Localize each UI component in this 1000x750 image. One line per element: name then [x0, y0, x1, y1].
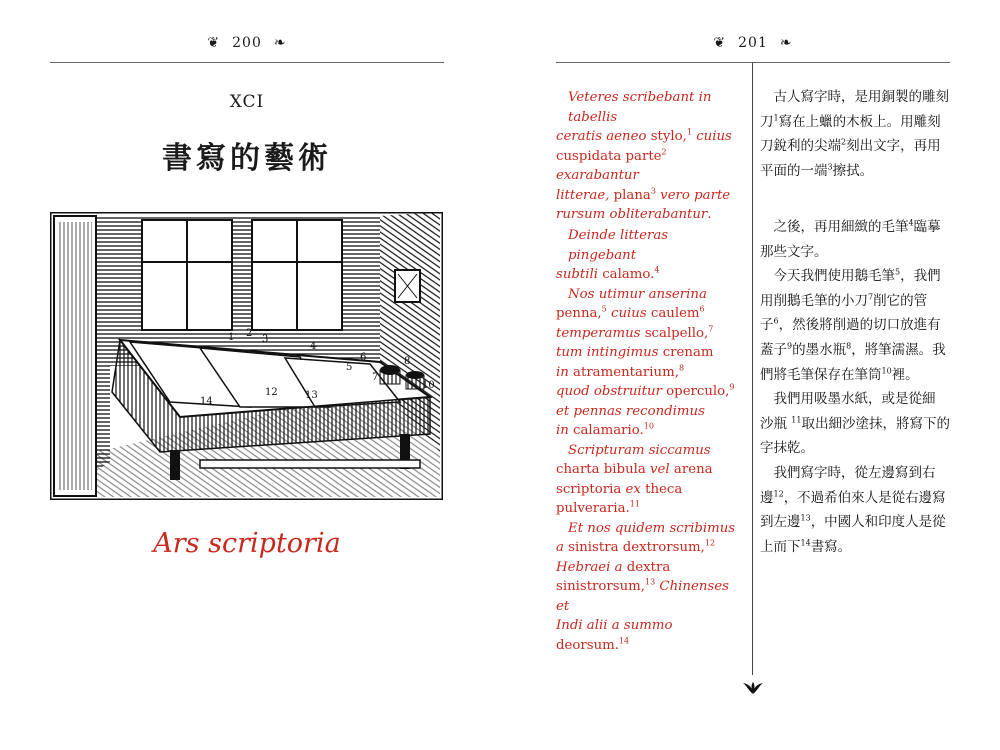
- woodcut-label: 14: [200, 396, 213, 407]
- text-run: in: [556, 364, 574, 380]
- text-run: vero parte: [655, 187, 731, 203]
- text-run: scalpello,: [644, 325, 709, 341]
- text-run: a: [556, 540, 569, 555]
- header-rule-right: [556, 62, 950, 63]
- footnote-marker: 6: [699, 304, 705, 314]
- chinese-line: [760, 535, 958, 560]
- text-run: ex: [625, 481, 646, 497]
- latin-line: [556, 343, 740, 363]
- text-run: 裡。: [891, 366, 919, 383]
- chinese-line: [760, 85, 958, 110]
- text-run: Scripturam siccamus: [568, 442, 711, 458]
- text-run: rursum obliterabantur: [556, 207, 708, 222]
- latin-line: [556, 88, 740, 127]
- text-run: 擦拭。: [832, 162, 874, 179]
- text-run: atramentarium,: [573, 364, 679, 380]
- woodcut-illustration: [50, 212, 443, 500]
- footnote-marker: 6: [773, 316, 779, 326]
- woodcut-label: 6: [360, 352, 367, 363]
- text-run: sinistrorsum,: [556, 579, 646, 594]
- chinese-line: [760, 215, 958, 240]
- woodcut-label: 8: [404, 356, 411, 367]
- latin-line: [556, 480, 740, 500]
- text-run: ，中國人和印度人是從: [810, 514, 946, 531]
- text-run: tum intingimus: [556, 345, 663, 360]
- chinese-line: [760, 289, 958, 314]
- text-run: cuius: [691, 129, 732, 144]
- text-run: theca: [645, 481, 683, 497]
- text-run: 平面的一端: [760, 162, 828, 179]
- text-run: 我們寫字時，從左邊寫到右: [773, 464, 936, 481]
- text-run: 書寫。: [810, 538, 852, 555]
- footnote-marker: 11: [791, 415, 802, 425]
- text-run: .: [707, 207, 712, 222]
- woodcut-label: 5: [346, 362, 353, 373]
- text-run: 邊: [760, 489, 774, 506]
- text-run: pulveraria.: [556, 501, 630, 516]
- text-run: cuspidata parte: [556, 148, 662, 164]
- woodcut-label: 3: [262, 334, 269, 345]
- text-run: ，然後將削過的切口放進有: [778, 317, 941, 334]
- woodcut-label: 13: [305, 390, 318, 401]
- chinese-line: [760, 313, 958, 338]
- woodcut-label: 10: [422, 380, 435, 391]
- text-run: 我們用吸墨水紙，或是從細: [773, 391, 936, 408]
- woodcut-label: 4: [310, 341, 317, 352]
- text-run: 今天我們使用鵝毛筆: [773, 268, 895, 285]
- text-run: 刀銳利的尖端: [760, 138, 841, 155]
- footnote-marker: 14: [618, 636, 630, 646]
- footnote-marker: 2: [661, 147, 667, 157]
- footnote-marker: 14: [800, 538, 811, 548]
- running-head-left: [50, 32, 444, 54]
- text-run: Veteres scribebant in tabellis: [568, 90, 712, 125]
- text-run: Nos utimur anserina: [568, 286, 707, 302]
- text-run: calamario.: [573, 423, 644, 438]
- chinese-line: [760, 338, 958, 363]
- latin-caption: Ars scriptoria: [153, 528, 341, 559]
- text-run: 那些文字。: [760, 243, 828, 260]
- woodcut-label: 2: [246, 328, 253, 339]
- text-run: 沙瓶: [760, 415, 792, 432]
- text-run: operculo,: [666, 384, 730, 399]
- text-run: Et nos quidem scribimus: [568, 520, 736, 536]
- footnote-marker: 12: [704, 538, 716, 548]
- latin-line: [556, 519, 740, 539]
- latin-line: [556, 616, 740, 655]
- text-run: 子: [760, 317, 774, 334]
- footnote-marker: 10: [881, 366, 892, 376]
- latin-line: [556, 205, 740, 225]
- text-run: arena: [673, 462, 713, 477]
- page-number-left: 200: [232, 35, 262, 51]
- text-run: 寫在上蠟的木板上。用雕刻: [778, 113, 941, 130]
- chinese-line: [760, 240, 958, 265]
- latin-line: [556, 265, 740, 285]
- text-run: 的墨水瓶: [792, 341, 847, 358]
- latin-line: [556, 538, 740, 558]
- page-number-right: 201: [738, 35, 768, 51]
- latin-line: [556, 558, 740, 578]
- chinese-line: [760, 436, 958, 461]
- footnote-marker: 3: [650, 186, 656, 196]
- text-run: 削它的管: [873, 292, 928, 309]
- text-run: temperamus: [556, 325, 645, 341]
- text-run: 到左邊: [760, 514, 801, 531]
- latin-line: [556, 421, 740, 441]
- fleuron-left-icon: ❦: [207, 35, 221, 51]
- chinese-line: [760, 387, 958, 412]
- text-run: ceratis aeneo: [556, 129, 651, 144]
- text-run: caulem: [650, 306, 700, 321]
- latin-line: [556, 402, 740, 422]
- text-run: charta bibula: [556, 462, 651, 477]
- chinese-line: [760, 486, 958, 511]
- lily-ornament-icon: [740, 680, 766, 699]
- latin-line: [556, 577, 740, 616]
- woodcut-label: 7: [372, 372, 379, 383]
- footnote-marker: 7: [708, 324, 714, 334]
- chapter-number: XCI: [229, 92, 265, 112]
- text-run: 們將毛筆保存在筆筒: [760, 366, 882, 383]
- text-run: penna,: [556, 306, 602, 321]
- text-run: 用削鵝毛筆的小刀: [760, 292, 868, 309]
- text-run: ，不過希伯來人是從右邊寫: [783, 489, 946, 506]
- column-divider: [752, 63, 753, 675]
- footnote-marker: 5: [895, 267, 901, 277]
- woodcut-label: 12: [265, 387, 278, 398]
- text-run: Hebraei a: [556, 559, 627, 575]
- text-run: vel: [650, 462, 674, 477]
- latin-text-block-1: [556, 88, 740, 225]
- chinese-line: [760, 134, 958, 159]
- footnote-marker: 11: [629, 499, 640, 509]
- latin-line: [556, 186, 740, 206]
- chinese-line: [760, 461, 958, 486]
- footnote-marker: 4: [654, 265, 660, 275]
- text-run: 蓋子: [760, 341, 787, 358]
- text-run: ，我們: [900, 268, 941, 285]
- footnote-marker: 13: [800, 513, 811, 523]
- text-run: calamo.: [602, 267, 655, 282]
- footnote-marker: 2: [841, 137, 847, 147]
- footnote-marker: 7: [868, 292, 874, 302]
- woodcut-label: 1: [228, 332, 235, 343]
- footnote-marker: 3: [827, 162, 833, 172]
- right-page: [500, 0, 1000, 750]
- chinese-line: [760, 510, 958, 535]
- footnote-marker: 4: [908, 218, 914, 228]
- text-run: 取出細沙塗抹，將寫下的: [801, 415, 950, 432]
- chinese-line: [760, 159, 958, 184]
- latin-line: [556, 441, 740, 461]
- text-run: Indi alii a summo: [556, 618, 673, 633]
- text-run: scriptoria: [556, 481, 626, 497]
- text-run: dextra: [626, 559, 671, 575]
- latin-line: [556, 382, 740, 402]
- footnote-marker: 10: [643, 421, 654, 431]
- footnote-marker: 13: [645, 577, 656, 587]
- chinese-text-block-2: [760, 215, 958, 559]
- latin-line: [556, 460, 740, 480]
- text-run: 上而下: [760, 538, 801, 555]
- fleuron-right-icon: ❧: [273, 35, 287, 51]
- header-rule-left: [50, 62, 444, 63]
- latin-line: [556, 226, 740, 265]
- chinese-line: [760, 363, 958, 388]
- text-run: stylo,: [650, 129, 687, 144]
- text-run: subtili: [556, 267, 603, 282]
- latin-text-block-2: [556, 226, 740, 655]
- text-run: 之後，再用細緻的毛筆: [773, 219, 909, 235]
- latin-line: [556, 499, 740, 519]
- latin-line: [556, 324, 740, 344]
- footnote-marker: 1: [773, 113, 779, 123]
- fleuron-right-icon: ❧: [779, 35, 793, 51]
- footnote-marker: 9: [787, 341, 793, 351]
- text-run: deorsum.: [556, 637, 619, 653]
- text-run: quod obstruitur: [556, 384, 667, 399]
- chinese-line: [760, 264, 958, 289]
- chinese-text-block-1: [760, 85, 958, 183]
- text-run: 刀: [760, 113, 774, 130]
- footnote-marker: 9: [729, 382, 735, 392]
- text-run: crenam: [662, 345, 714, 360]
- text-run: cuius: [606, 306, 651, 321]
- text-run: litterae,: [556, 187, 614, 203]
- text-run: 刻出文字，再用: [846, 138, 941, 155]
- text-run: sinistra dextrorsum,: [568, 540, 705, 555]
- running-head-right: [556, 32, 950, 54]
- footnote-marker: 8: [678, 363, 685, 373]
- latin-line: [556, 147, 740, 186]
- text-run: Deinde litteras pingebant: [568, 228, 669, 263]
- latin-line: [556, 127, 740, 147]
- chinese-line: [760, 412, 958, 437]
- text-run: plana: [613, 187, 651, 203]
- latin-line: [556, 304, 740, 324]
- text-run: Chinenses et: [556, 579, 729, 614]
- text-run: 古人寫字時，是用銅製的雕刻: [773, 89, 949, 105]
- footnote-marker: 8: [846, 341, 852, 351]
- text-run: exarabantur: [556, 168, 639, 183]
- text-run: 臨摹: [913, 219, 941, 235]
- text-run: in: [556, 423, 574, 438]
- footnote-marker: 12: [773, 489, 784, 499]
- chapter-title: 書寫的藝術: [162, 141, 332, 176]
- footnote-marker: 5: [601, 304, 607, 314]
- text-run: et pennas recondimus: [556, 403, 705, 419]
- text-run: 字抹乾。: [760, 440, 814, 457]
- chinese-line: [760, 110, 958, 135]
- fleuron-left-icon: ❦: [713, 35, 727, 51]
- footnote-marker: 1: [686, 127, 692, 137]
- text-run: ，將筆濡濕。我: [851, 341, 946, 358]
- latin-line: [556, 285, 740, 305]
- latin-line: [556, 363, 740, 383]
